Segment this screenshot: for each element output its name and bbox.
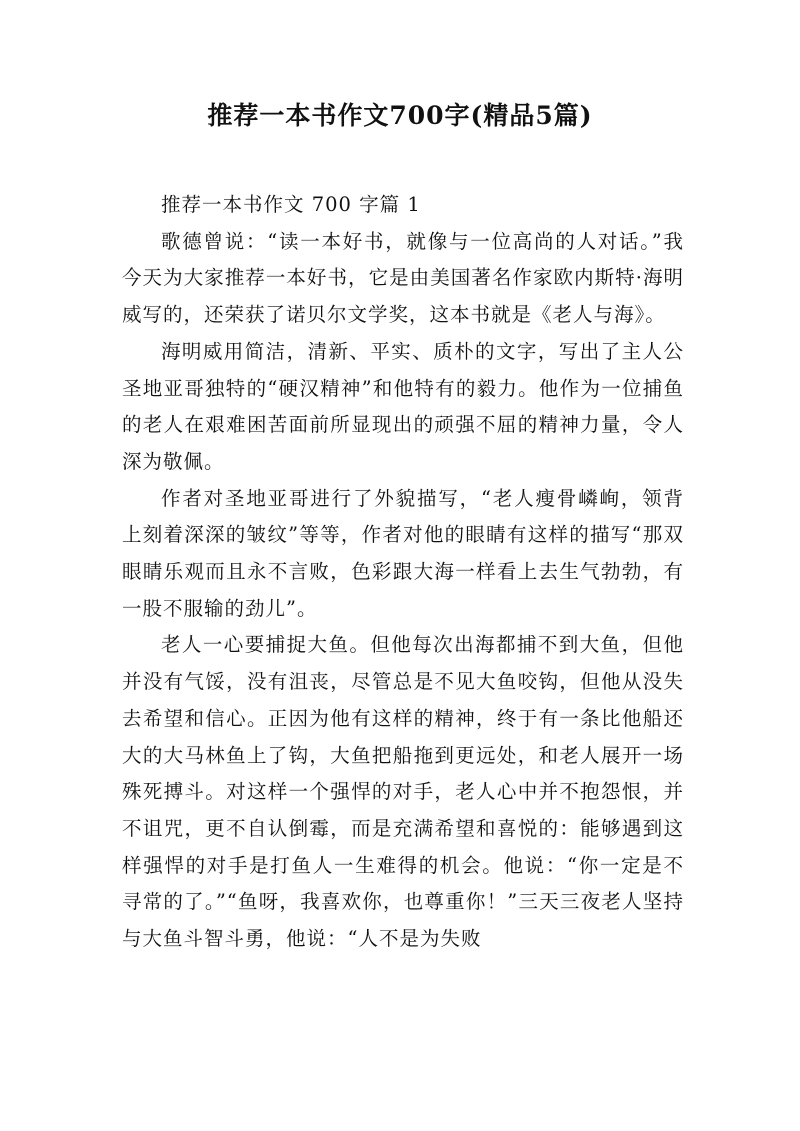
document-title: 推荐一本书作文700字(精品5篇): [207, 101, 593, 130]
paragraph-4: 老人一心要捕捉大鱼。但他每次出海都捕不到大鱼，但他并没有气馁，没有沮丧，尽管总是不见大鱼咬钩，但他从没失去希望和信心。正因为他有这样的精神，终于有一条比他船还大的大马林鱼上了钩，大鱼把船拖到更远处，和老人展开一场殊死搏斗。对这样一个强悍的对手，老人心中并不抱怨恨，并不诅咒，更不自认倒霉，而是充满希望和喜悦的：能够遇到这样强悍的对手是打鱼人一生难得的机会。他说：“你一定是不寻常的了。”“鱼呀，我喜欢你，也尊重你！”三天三夜老人坚持与大鱼斗智斗勇，他说：“人不是为失败: [122, 633, 684, 951]
document-body: [122, 187, 684, 958]
section-heading: 推荐一本书作文 700 字篇 1: [161, 193, 421, 216]
paragraph-2: 海明威用简洁，清新、平实、质朴的文字，写出了主人公圣地亚哥独特的“硬汉精神”和他特有的毅力。他作为一位捕鱼的老人在艰难困苦面前所显现出的顽强不屈的精神力量，令人深为敬佩。: [122, 339, 684, 473]
paragraph-3: 作者对圣地亚哥进行了外貌描写，“老人瘦骨嶙峋，领背上刻着深深的皱纹”等等，作者对他的眼睛有这样的描写“那双眼睛乐观而且永不言败，色彩跟大海一样看上去生气勃勃，有一股不服输的劲儿”。: [122, 486, 684, 620]
paragraph-1: 歌德曾说：“读一本好书，就像与一位高尚的人对话。”我今天为大家推荐一本好书，它是由美国著名作家欧内斯特·海明威写的，还荣获了诺贝尔文学奖，这本书就是《老人与海》。: [122, 229, 684, 327]
